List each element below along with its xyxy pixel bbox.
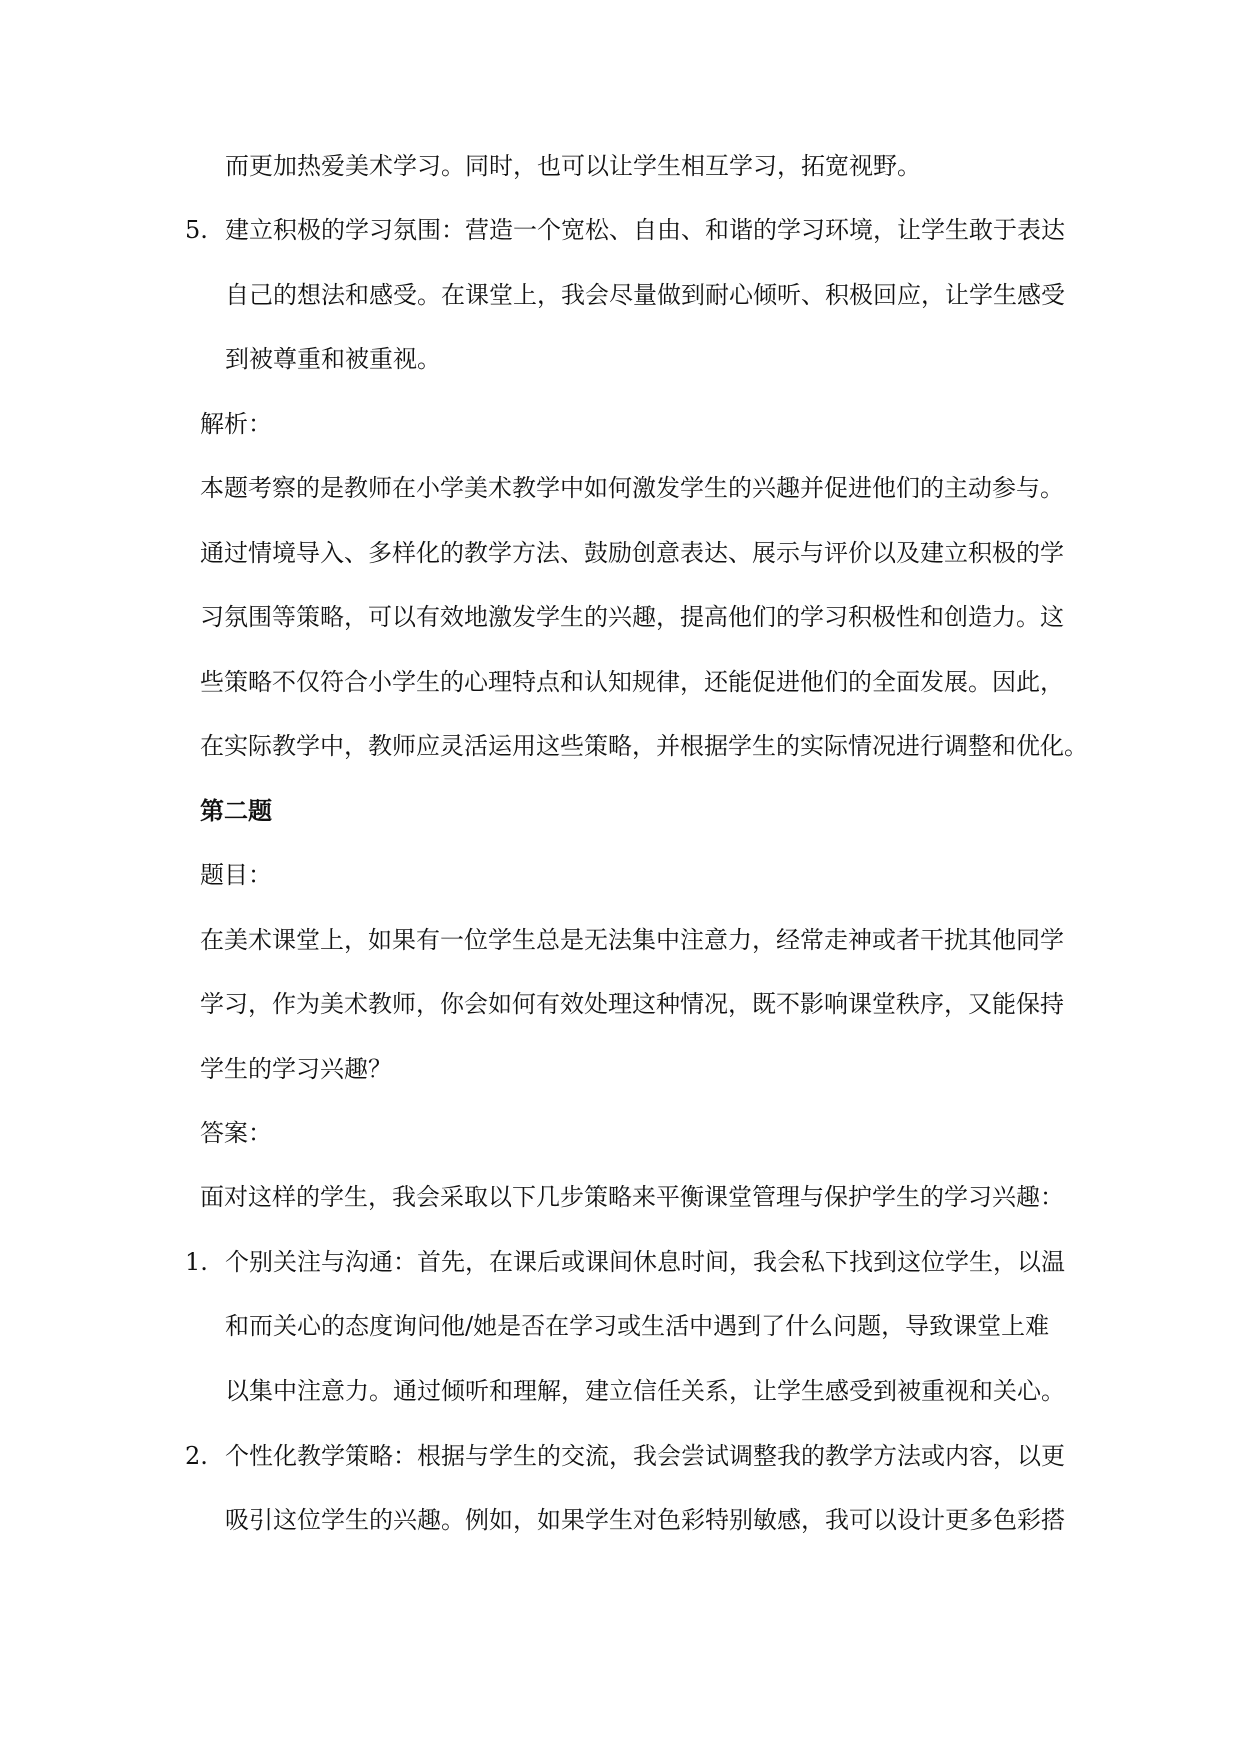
analysis-line: 通过情境导入、多样化的教学方法、鼓励创意表达、展示与评价以及建立积极的学 [200,539,1064,567]
list-number: 2. [185,1442,208,1470]
list-item-line: 个性化教学策略：根据与学生的交流，我会尝试调整我的教学方法或内容，以更 [225,1442,1065,1470]
question-line: 在美术课堂上，如果有一位学生总是无法集中注意力，经常走神或者干扰其他同学 [200,926,1064,954]
list-item-line: 吸引这位学生的兴趣。例如，如果学生对色彩特别敏感，我可以设计更多色彩搭 [225,1506,1065,1534]
analysis-line: 本题考察的是教师在小学美术教学中如何激发学生的兴趣并促进他们的主动参与。 [200,474,1064,502]
list-item-line: 以集中注意力。通过倾听和理解，建立信任关系，让学生感受到被重视和关心。 [225,1377,1065,1405]
analysis-label: 解析： [200,410,272,438]
paragraph-line: 而更加热爱美术学习。同时，也可以让学生相互学习，拓宽视野。 [225,152,921,180]
list-number: 5. [185,216,208,244]
answer-intro: 面对这样的学生，我会采取以下几步策略来平衡课堂管理与保护学生的学习兴趣： [200,1183,1064,1211]
list-number: 1. [185,1248,208,1276]
section-title: 第二题 [200,796,272,825]
question-line: 学习，作为美术教师，你会如何有效处理这种情况，既不影响课堂秩序，又能保持 [200,990,1064,1018]
analysis-line: 些策略不仅符合小学生的心理特点和认知规律，还能促进他们的全面发展。因此， [200,668,1064,696]
answer-label: 答案： [200,1119,272,1147]
list-item-line: 个别关注与沟通：首先，在课后或课间休息时间，我会私下找到这位学生，以温 [225,1248,1065,1276]
list-item-line: 自己的想法和感受。在课堂上，我会尽量做到耐心倾听、积极回应，让学生感受 [225,281,1065,309]
analysis-line: 习氛围等策略，可以有效地激发学生的兴趣，提高他们的学习积极性和创造力。这 [200,603,1064,631]
analysis-line: 在实际教学中，教师应灵活运用这些策略，并根据学生的实际情况进行调整和优化。 [200,732,1088,760]
question-line: 学生的学习兴趣？ [200,1055,392,1083]
list-item-line: 到被尊重和被重视。 [225,345,441,373]
list-item-line: 建立积极的学习氛围：营造一个宽松、自由、和谐的学习环境，让学生敢于表达 [225,216,1065,244]
list-item-line: 和而关心的态度询问他/她是否在学习或生活中遇到了什么问题，导致课堂上难 [225,1312,1050,1340]
question-label: 题目： [200,861,272,889]
